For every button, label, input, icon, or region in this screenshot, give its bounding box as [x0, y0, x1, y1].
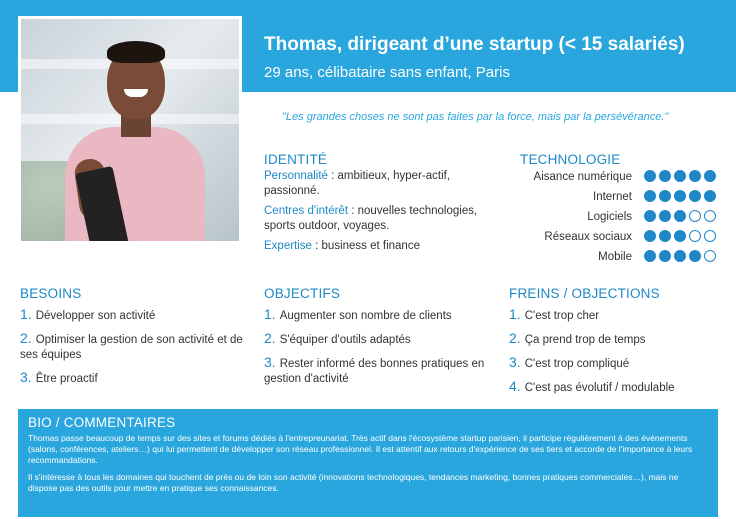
- bio-panel: [18, 409, 718, 517]
- expertise-line: Expertise : business et finance: [264, 240, 420, 252]
- list-item: 1. C'est trop cher: [509, 306, 600, 322]
- besoins-heading: BESOINS: [20, 286, 82, 301]
- empty-dot: [689, 230, 701, 242]
- filled-dot: [659, 170, 671, 182]
- persona-subtitle: 29 ans, célibataire sans enfant, Paris: [264, 64, 510, 81]
- tech-row: [520, 208, 720, 227]
- filled-dot: [704, 190, 716, 202]
- list-item: 1. Augmenter son nombre de clients: [264, 306, 452, 322]
- level-dots: [644, 210, 716, 222]
- filled-dot: [659, 250, 671, 262]
- filled-dot: [674, 190, 686, 202]
- list-item: 2. Ça prend trop de temps: [509, 330, 646, 346]
- list-item: 3. C'est trop compliqué: [509, 354, 630, 370]
- filled-dot: [689, 250, 701, 262]
- list-item: 2. Optimiser la gestion de son activité et de ses équipes: [20, 330, 243, 361]
- identite-section: [264, 152, 499, 254]
- bio-heading: BIO / COMMENTAIRES: [28, 415, 176, 430]
- filled-dot: [644, 250, 656, 262]
- list-item: 1. Développer son activité: [20, 306, 156, 322]
- filled-dot: [644, 190, 656, 202]
- filled-dot: [644, 230, 656, 242]
- level-dots: [644, 170, 716, 182]
- tech-row: [520, 188, 720, 207]
- empty-dot: [704, 230, 716, 242]
- tech-row: [520, 228, 720, 247]
- tech-label: Aisance numérique: [533, 171, 632, 183]
- technologie-heading: TECHNOLOGIE: [520, 152, 621, 167]
- filled-dot: [644, 170, 656, 182]
- personnalite-line: Personnalité : ambitieux, hyper-actif, passionné.: [264, 170, 451, 197]
- list-item: 2. S'équiper d'outils adaptés: [264, 330, 411, 346]
- empty-dot: [704, 210, 716, 222]
- persona-title: Thomas, dirigeant d’une startup (< 15 salariés): [264, 34, 685, 55]
- filled-dot: [674, 250, 686, 262]
- tech-label: Réseaux sociaux: [544, 231, 632, 243]
- bio-paragraph: Il s'intéresse à tous les domaines qui touchent de près ou de loin son activité (innovations technologiques, tendances marketing, bonnes pratiques commerciales…), mais ne dispose pas des outils pour mettre en pratique ses connaissances.: [28, 472, 679, 493]
- persona-quote: "Les grandes choses ne sont pas faites par la force, mais par la persévérance.": [282, 111, 669, 123]
- tech-row: [520, 168, 720, 187]
- filled-dot: [674, 210, 686, 222]
- level-dots: [644, 190, 716, 202]
- filled-dot: [689, 190, 701, 202]
- freins-heading: FREINS / OBJECTIONS: [509, 286, 660, 301]
- interets-line: Centres d'intérêt : nouvelles technologies, sports outdoor, voyages.: [264, 205, 478, 232]
- filled-dot: [689, 170, 701, 182]
- freins-section: [509, 286, 736, 396]
- tech-label: Mobile: [598, 251, 632, 263]
- tech-rows: [520, 168, 720, 267]
- technologie-section: [520, 152, 720, 267]
- filled-dot: [704, 170, 716, 182]
- filled-dot: [674, 230, 686, 242]
- bio-paragraph: Thomas passe beaucoup de temps sur des sites et forums dédiés à l'entrepreunariat. Très actif dans l'écosystème startup parisien, il participe régulièrement à des événements (salons, conférences, ateliers…) qui lui permettent de développer son réseau professionnel. Il est attentif aux retours d'expérience de ses tiers et accorde de l'importance à leurs recommandations.: [28, 433, 693, 465]
- objectifs-heading: OBJECTIFS: [264, 286, 341, 301]
- list-item: 3. Être proactif: [20, 369, 98, 385]
- filled-dot: [644, 210, 656, 222]
- empty-dot: [689, 210, 701, 222]
- tech-label: Internet: [593, 191, 632, 203]
- filled-dot: [659, 190, 671, 202]
- tech-label: Logiciels: [587, 211, 632, 223]
- besoins-section: [20, 286, 250, 387]
- filled-dot: [674, 170, 686, 182]
- persona-photo: [18, 16, 242, 244]
- list-item: 3. Rester informé des bonnes pratiques en gestion d'activité: [264, 354, 485, 385]
- objectifs-section: [264, 286, 494, 387]
- level-dots: [644, 250, 716, 262]
- tech-row: [520, 248, 720, 267]
- identite-heading: IDENTITÉ: [264, 152, 328, 167]
- list-item: 4. C'est pas évolutif / modulable: [509, 378, 675, 394]
- level-dots: [644, 230, 716, 242]
- empty-dot: [704, 250, 716, 262]
- filled-dot: [659, 210, 671, 222]
- filled-dot: [659, 230, 671, 242]
